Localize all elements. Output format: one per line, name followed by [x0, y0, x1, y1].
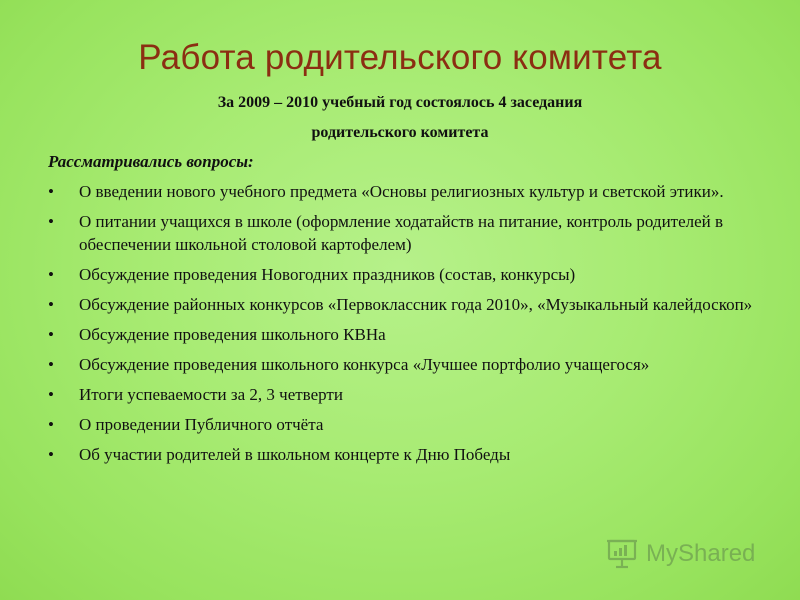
agenda-item-text: Обсуждение районных конкурсов «Первоклассник года 2010», «Музыкальный калейдоскоп» — [79, 295, 753, 314]
bullet: • — [48, 415, 54, 434]
myshared-watermark[interactable] — [606, 538, 755, 570]
bullet: • — [48, 295, 54, 314]
presentation-board-icon — [606, 538, 640, 570]
meetings-summary-line-2: родительского комитета — [311, 124, 489, 141]
agenda-item-text: О питании учащихся в школе (оформление ходатайств на питание, контроль родителей в обеспечении школьной столовой картофелем) — [79, 212, 724, 254]
bullet: • — [48, 325, 54, 344]
bullet: • — [48, 182, 54, 201]
agenda-item — [48, 263, 778, 286]
bullet: • — [48, 212, 54, 231]
agenda-item-text: О проведении Публичного отчёта — [79, 415, 324, 434]
agenda-item — [48, 413, 778, 436]
agenda-item — [48, 293, 778, 316]
watermark-text: MyShared — [646, 540, 756, 567]
agenda-item-text: Обсуждение проведения школьного КВНа — [79, 325, 386, 344]
agenda-item — [48, 180, 778, 203]
questions-heading: Рассматривались вопросы: — [48, 152, 254, 171]
bullet: • — [48, 385, 54, 404]
agenda-item-text: Обсуждение проведения Новогодних праздников (состав, конкурсы) — [79, 265, 576, 284]
agenda-item — [48, 353, 778, 376]
agenda-item-text: Итоги успеваемости за 2, 3 четверти — [79, 385, 343, 404]
bullet: • — [48, 355, 54, 374]
agenda-item-text: О введении нового учебного предмета «Основы религиозных культур и светской этики». — [79, 182, 724, 201]
bullet: • — [48, 445, 54, 464]
agenda-item-text: Обсуждение проведения школьного конкурса «Лучшее портфолио учащегося» — [79, 355, 650, 374]
agenda-item-text: Об участии родителей в школьном концерте к Дню Победы — [79, 445, 511, 464]
meetings-summary-line-1: За 2009 – 2010 учебный год состоялось 4 заседания — [217, 94, 583, 111]
agenda-list — [48, 180, 778, 473]
agenda-item — [48, 443, 778, 466]
agenda-item — [48, 323, 778, 346]
bullet: • — [48, 265, 54, 284]
agenda-item — [48, 383, 778, 406]
slide-title: Работа родительского комитета — [138, 38, 662, 77]
agenda-item — [48, 210, 778, 256]
